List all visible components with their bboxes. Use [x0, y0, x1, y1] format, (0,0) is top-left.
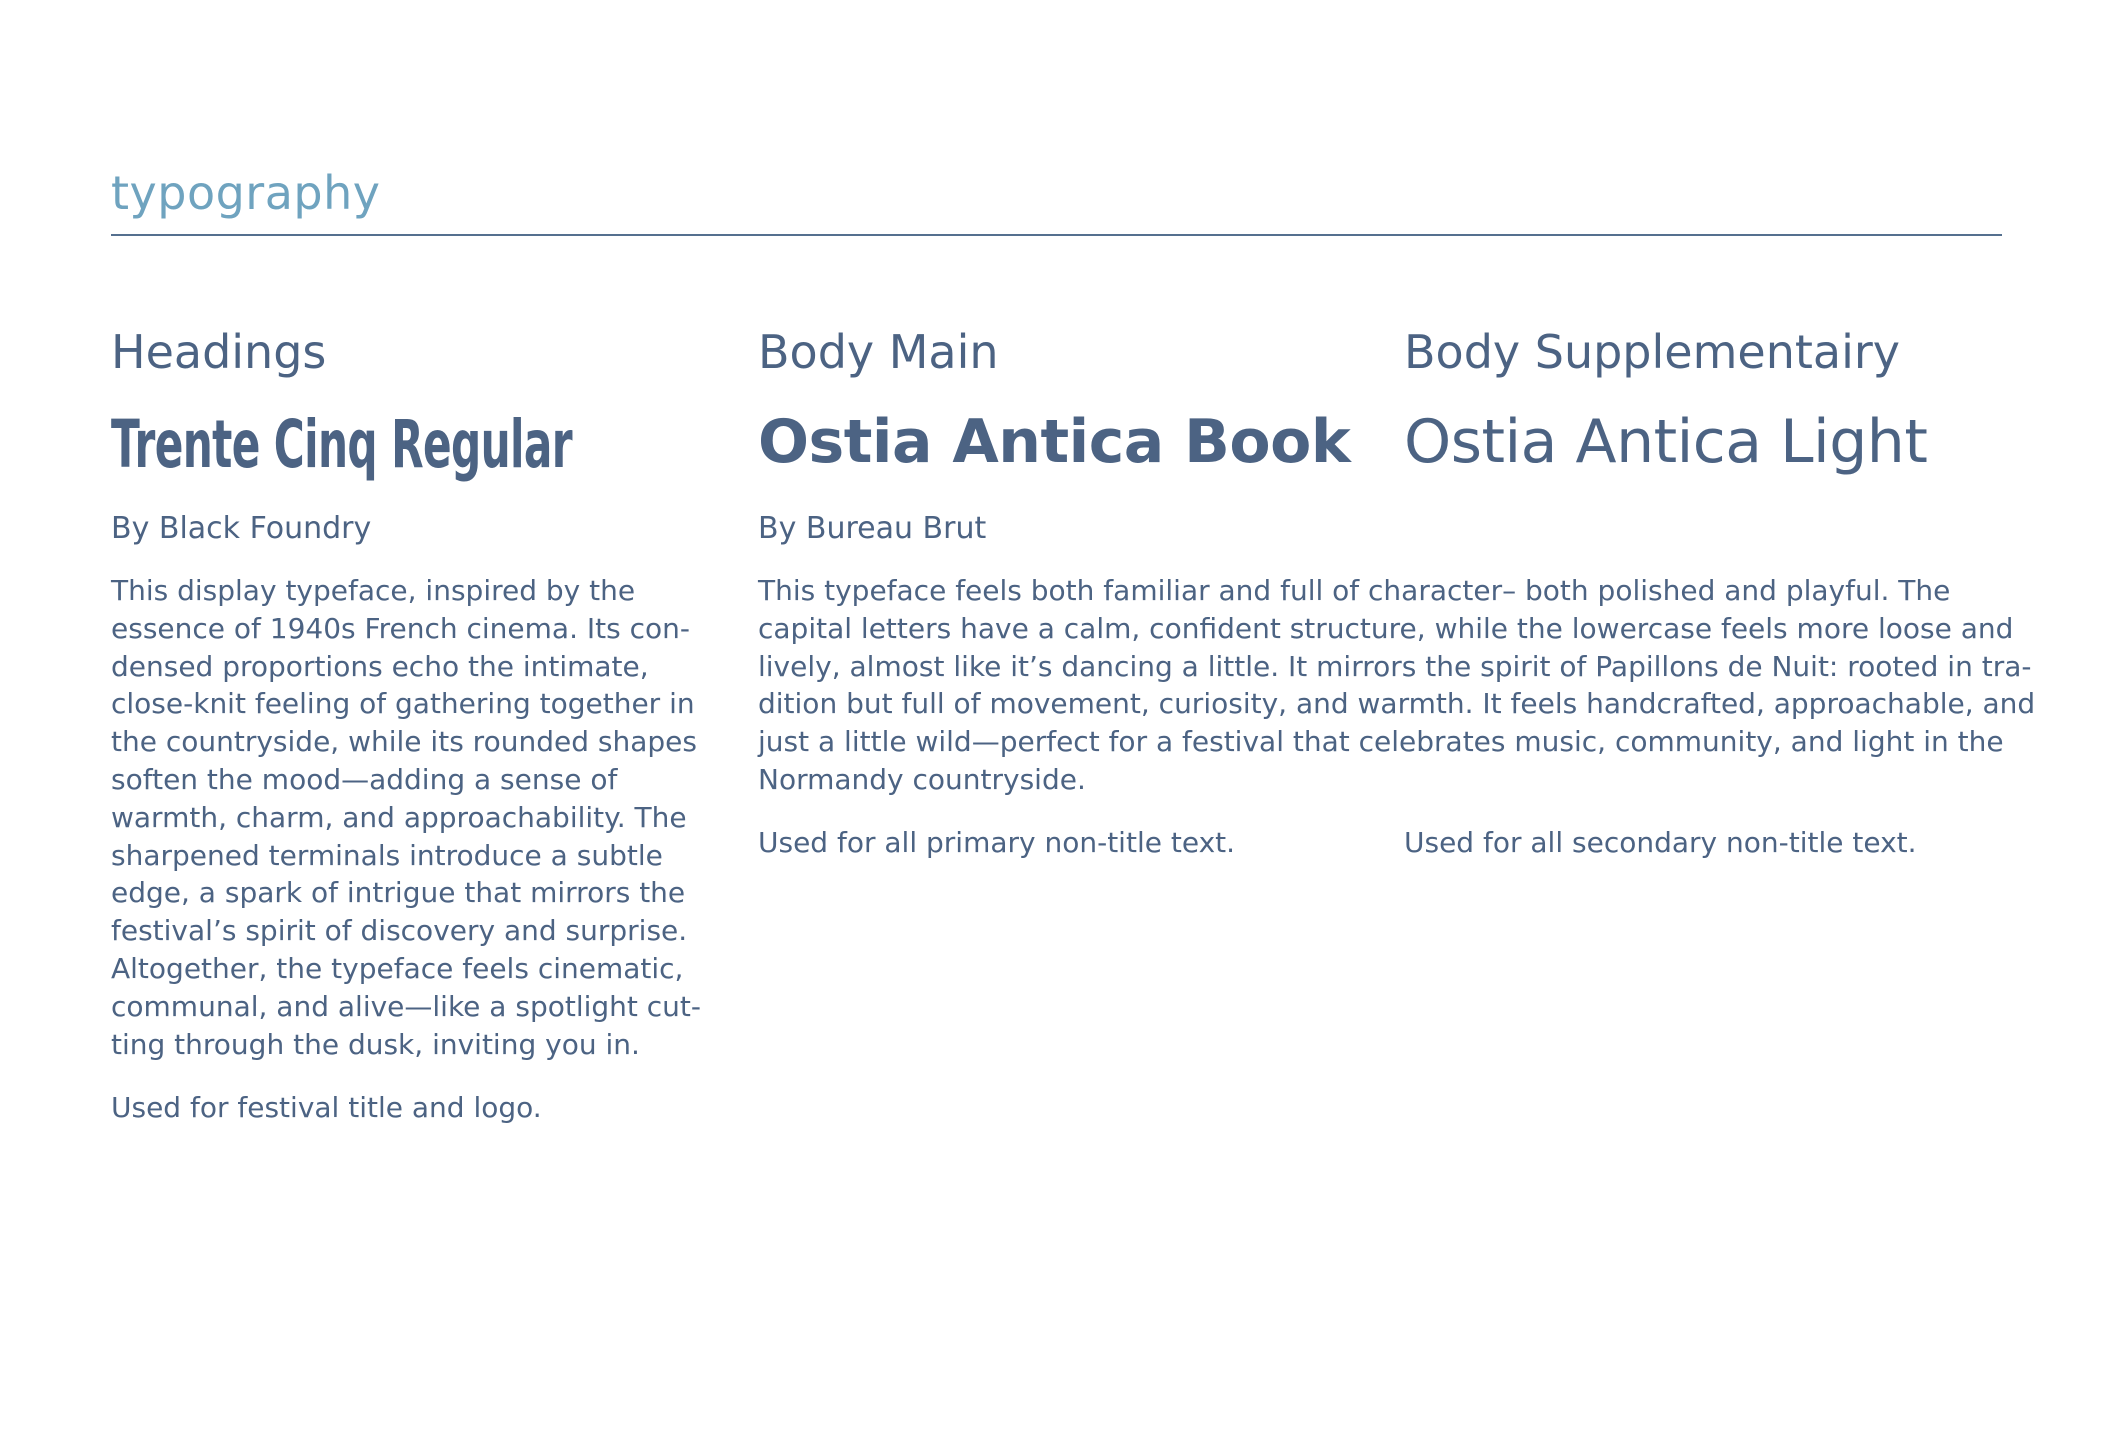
- description-line: essence of 1940s French cinema. Its con-: [111, 611, 690, 645]
- description-line: dition but full of movement, curiosity, and warmth. It feels handcrafted, approachable, and: [758, 687, 2036, 721]
- section-title: typography: [111, 166, 381, 220]
- section-divider: [111, 234, 2002, 236]
- description-line: This display typeface, inspired by the: [111, 574, 636, 607]
- description-line: This typeface feels both familiar and full of character– both polished and playful. The: [758, 574, 1951, 607]
- body-supplementary-usage: Used for all secondary non-title text.: [1404, 826, 1917, 859]
- description-line: close-knit feeling of gathering together in: [111, 687, 695, 721]
- description-line: festival’s spirit of discovery and surprise.: [111, 914, 688, 948]
- description-line: the countryside, while its rounded shapes: [111, 725, 697, 759]
- description-line: just a little wild—perfect for a festival that celebrates music, community, and light in the: [758, 725, 2004, 759]
- headings-foundry: By Black Foundry: [111, 511, 372, 546]
- description-line: densed proportions echo the intimate,: [111, 649, 649, 683]
- description-line: warmth, charm, and approachability. The: [111, 800, 687, 834]
- body-main-usage: Used for all primary non-title text.: [758, 826, 1236, 859]
- description-line: soften the mood—adding a sense of: [111, 762, 618, 796]
- body-supplementary-label: Body Supplementairy: [1404, 325, 1900, 379]
- body-main-font-name: Ostia Antica Book: [758, 407, 1351, 477]
- headings-description: [111, 572, 701, 1063]
- body-supplementary-column: [1404, 324, 2014, 859]
- body-main-foundry: By Bureau Brut: [758, 511, 987, 546]
- headings-label: Headings: [111, 325, 327, 379]
- body-supplementary-font-name: Ostia Antica Light: [1404, 407, 1928, 477]
- description-line: sharpened terminals introduce a subtle: [111, 838, 663, 872]
- description-line: Altogether, the typeface feels cinematic,: [111, 951, 684, 985]
- headings-usage: Used for festival title and logo.: [111, 1091, 542, 1124]
- headings-column: [111, 324, 711, 1124]
- description-line: edge, a spark of intrigue that mirrors the: [111, 876, 686, 910]
- body-main-label: Body Main: [758, 325, 999, 379]
- body-main-description: [758, 572, 2035, 799]
- description-line: communal, and alive—like a spotlight cut-: [111, 989, 702, 1023]
- headings-font-name: Trente Cinq Regular: [111, 406, 572, 483]
- description-line: Normandy countryside.: [758, 762, 1086, 796]
- description-line: lively, almost like it’s dancing a little. It mirrors the spirit of Papillons de Nuit: rooted in tra-: [758, 649, 2032, 683]
- description-line: capital letters have a calm, confident structure, while the lowercase feels more loose and: [758, 611, 2014, 645]
- description-line: ting through the dusk, inviting you in.: [111, 1027, 640, 1061]
